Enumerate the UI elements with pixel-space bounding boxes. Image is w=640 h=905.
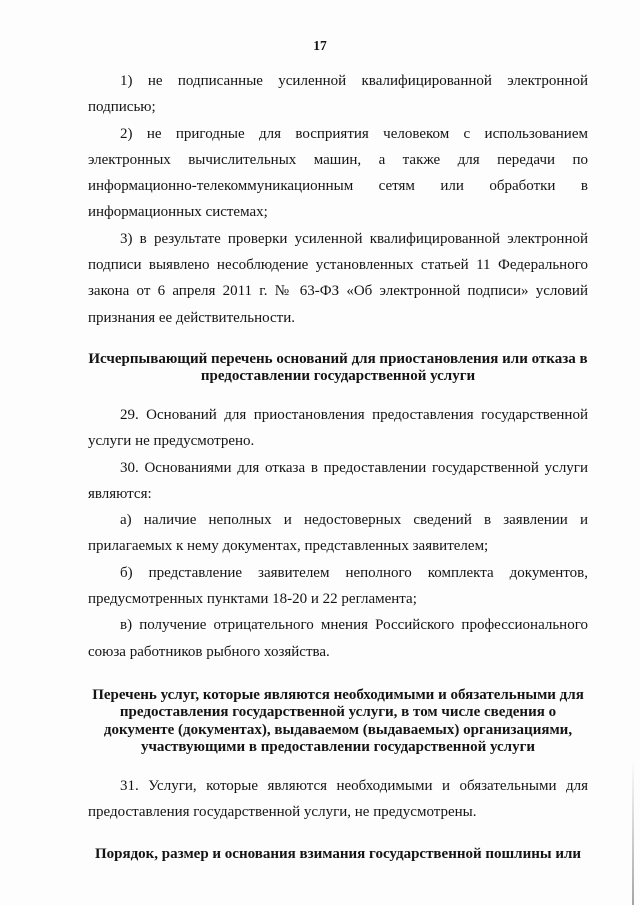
paragraph-29: 29. Оснований для приостановления предоставления государственной услуги не предусмотрено. bbox=[88, 406, 588, 450]
section-heading-grounds-refusal: Исчерпывающий перечень оснований для приостановления или отказа в предоставлении государственной услуги bbox=[88, 350, 588, 385]
paragraph-31: 31. Услуги, которые являются необходимыми и обязательными для предоставления государственной услуги, не предусмотрены. bbox=[88, 777, 588, 821]
paragraph-item-3: 3) в результате проверки усиленной квалифицированной электронной подписи выявлено несоблюдение установленных статьей 11 Федерального закона от 6 апреля 2011 г. № 63-ФЗ «Об электронной подписи» условий признания ее действительности. bbox=[88, 230, 588, 326]
page-body bbox=[88, 68, 588, 863]
paragraph-30-c: в) получение отрицательного мнения Российского профессионального союза работников рыбного хозяйства. bbox=[88, 617, 588, 660]
paragraph-30-b: б) представление заявителем неполного комплекта документов, предусмотренных пунктами 18-20 и 22 регламента; bbox=[88, 564, 588, 608]
section-heading-state-fee: Порядок, размер и основания взимания государственной пошлины или bbox=[94, 845, 582, 862]
paragraph-30-a: а) наличие неполных и недостоверных сведений в заявлении и прилагаемых к нему документах, представленных заявителем; bbox=[88, 512, 588, 555]
section-heading-required-services: Перечень услуг, которые являются необходимыми и обязательными для предоставления государственной услуги, в том числе сведения о документе (документах), выдаваемом (выдаваемых) организациями, участвующими в предоставлении государственной услуги bbox=[92, 686, 584, 756]
paragraph-item-2: 2) не пригодные для восприятия человеком с использованием электронных вычислительных машин, а также для передачи по информационно-телекоммуникационным сетям или обработки в информационных системах; bbox=[88, 125, 588, 221]
paragraph-30: 30. Основаниями для отказа в предоставлении государственной услуги являются: bbox=[88, 459, 588, 502]
paragraph-item-1: 1) не подписанные усиленной квалифицированной электронной подписью; bbox=[88, 73, 588, 116]
scan-edge-shadow bbox=[632, 760, 634, 905]
page-number: 17 bbox=[313, 38, 327, 53]
